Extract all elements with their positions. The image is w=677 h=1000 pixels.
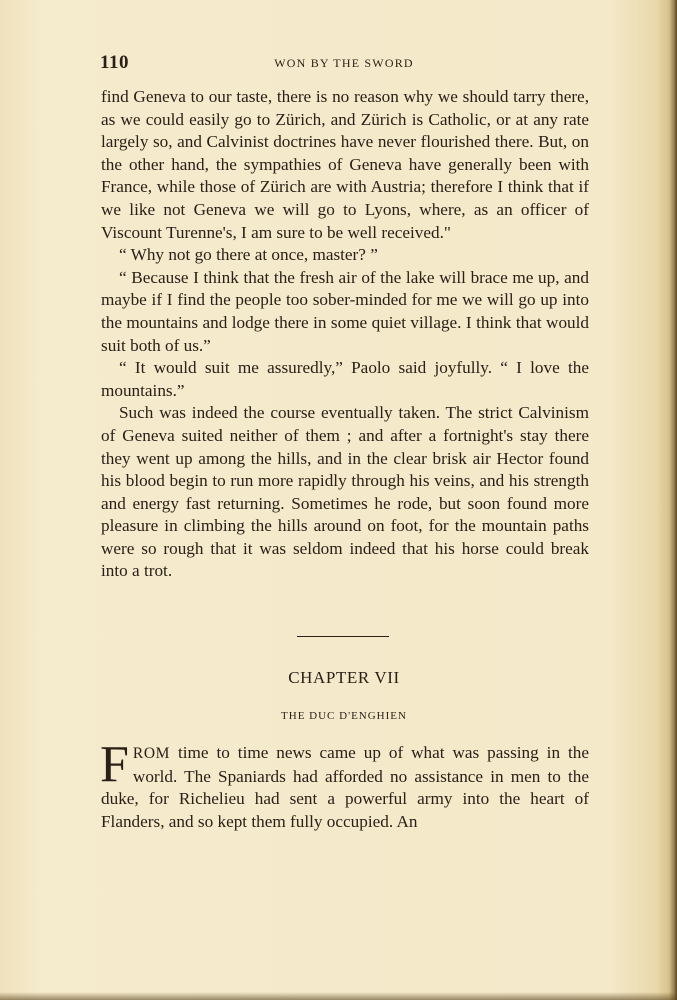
page-header <box>100 52 588 76</box>
chapter-opening <box>100 736 589 833</box>
paragraph-dialogue-reply: “ Because I think that the fresh air of the lake will brace me up, and maybe if I find the people too sober-minded for me we will go up into the mountains and lodge there in some quiet village. I think that would suit both of us.” <box>101 267 589 355</box>
body-text <box>101 86 589 583</box>
chapter-opening-paragraph <box>100 736 589 833</box>
paragraph-dialogue-question: “ Why not go there at once, master? ” <box>119 245 378 265</box>
chapter-opening-text: time to time news came up of what was passing in the world. The Spaniards had afforded no assistance in men to the duke, for Richelieu had sent a powerful army into the heart of Flanders, and so kept them fully occupied. An <box>101 743 589 831</box>
running-head: WON BY THE SWORD <box>274 56 414 70</box>
page-number: 110 <box>100 52 129 73</box>
drop-cap: F <box>100 736 129 793</box>
chapter-subtitle: THE DUC D'ENGHIEN <box>281 710 407 722</box>
chapter-title: CHAPTER VII <box>288 668 400 687</box>
section-divider <box>297 636 389 637</box>
page-bottom-shadow <box>0 992 677 1000</box>
page-edge-shadow <box>669 0 677 1000</box>
paragraph-narration: Such was indeed the course eventually taken. The strict Calvinism of Geneva suited neither of them ; and after a fortnight's stay there they went up among the hills, and in the clear brisk air Hector found his blood begin to run more rapidly through his veins, and his strength and energy fast returning. Sometimes he rode, but soon found more pleasure in climbing the hills around on foot, for the mountain paths were so rough that it was seldom indeed that his horse could break into a trot. <box>101 403 589 581</box>
first-word-smallcaps: ROM <box>132 745 171 762</box>
paragraph-continuation: find Geneva to our taste, there is no reason why we should tarry there, as we could easily go to Zürich, and Zürich is Catholic, or at any rate largely so, and Calvinist doctrines have never flourished there. But, on the other hand, the sympathies of Geneva have generally been with France, while those of Zürich are with Austria; therefore I think that if we like not Geneva we will go to Lyons, where, as an officer of Viscount Turenne's, I am sure to be well received." <box>101 87 589 242</box>
paragraph-dialogue-paolo: “ It would suit me assuredly,” Paolo said joyfully. “ I love the mountains.” <box>101 358 589 400</box>
